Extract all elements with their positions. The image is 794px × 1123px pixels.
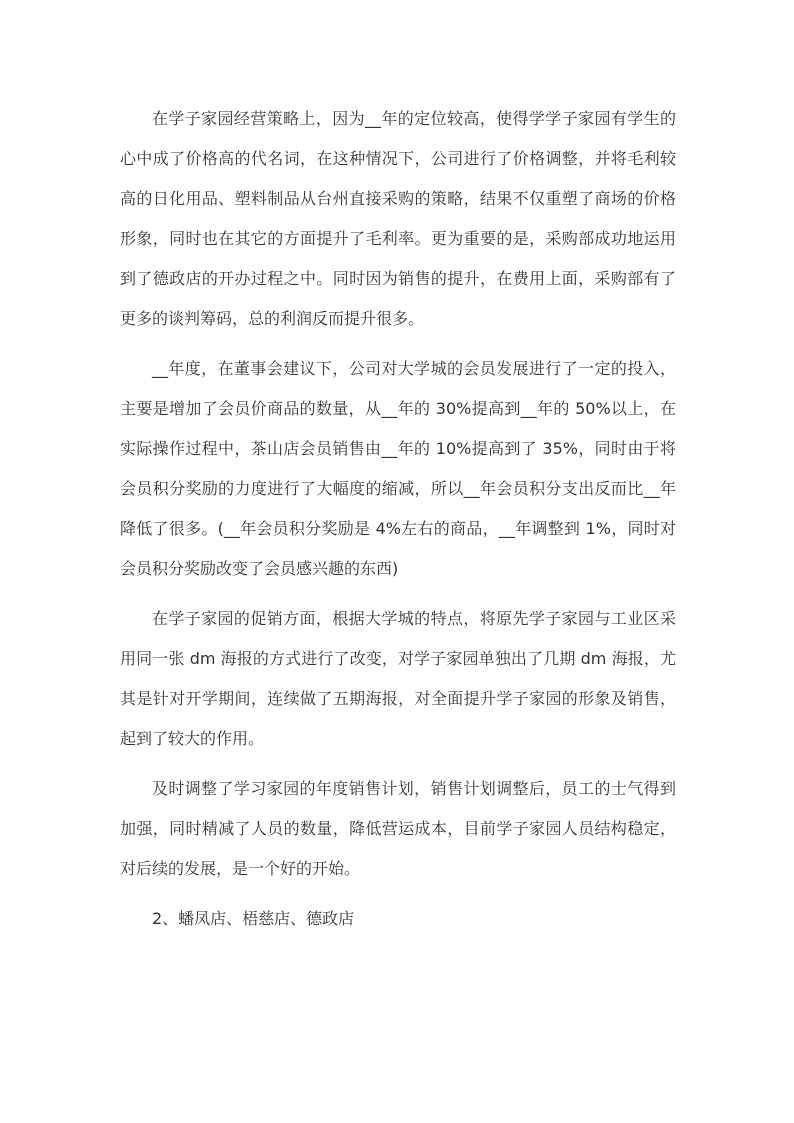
paragraph-promotion: 在学子家园的促销方面，根据大学城的特点，将原先学子家园与工业区采用同一张 dm 海报的方式进行了改变，对学子家园单独出了几期 dm 海报，尤其是针对开学期间，连续做了五期海报，对全面提升学子家园的形象及销售，起到了较大的作用。 <box>120 609 676 748</box>
paragraph-pricing-strategy: 在学子家园经营策略上，因为__年的定位较高，使得学学子家园有学生的心中成了价格高的代名词，在这种情况下，公司进行了价格调整，并将毛利较高的日化用品、塑料制品从台州直接采购的策略，结果不仅重塑了商场的价格形象，同时也在其它的方面提升了毛利率。更为重要的是，采购部成功地运用到了德政店的开办过程之中。同时因为销售的提升，在费用上面，采购部有了更多的谈判筹码，总的利润反而提升很多。 <box>120 109 676 328</box>
section-heading-stores: 2、蟠凤店、梧慈店、德政店 <box>152 909 355 928</box>
paragraph-member-development: __年度，在董事会建议下，公司对大学城的会员发展进行了一定的投入，主要是增加了会员价商品的数量，从__年的 30%提高到__年的 50%以上，在实际操作过程中，茶山店会员销售由__年的 10%提高到了 35%，同时由于将会员积分奖励的力度进行了大幅度的缩减，所以__年会员积分支出反而比__年降低了很多。(__年会员积分奖励是 4%左右的商品，__年调整到 1%，同时对会员积分奖励改变了会员感兴趣的东西) <box>120 359 676 578</box>
paragraph-sales-plan: 及时调整了学习家园的年度销售计划，销售计划调整后，员工的士气得到加强，同时精减了人员的数量，降低营运成本，目前学子家园人员结构稳定，对后续的发展，是一个好的开始。 <box>120 779 676 878</box>
document-page <box>120 99 676 949</box>
